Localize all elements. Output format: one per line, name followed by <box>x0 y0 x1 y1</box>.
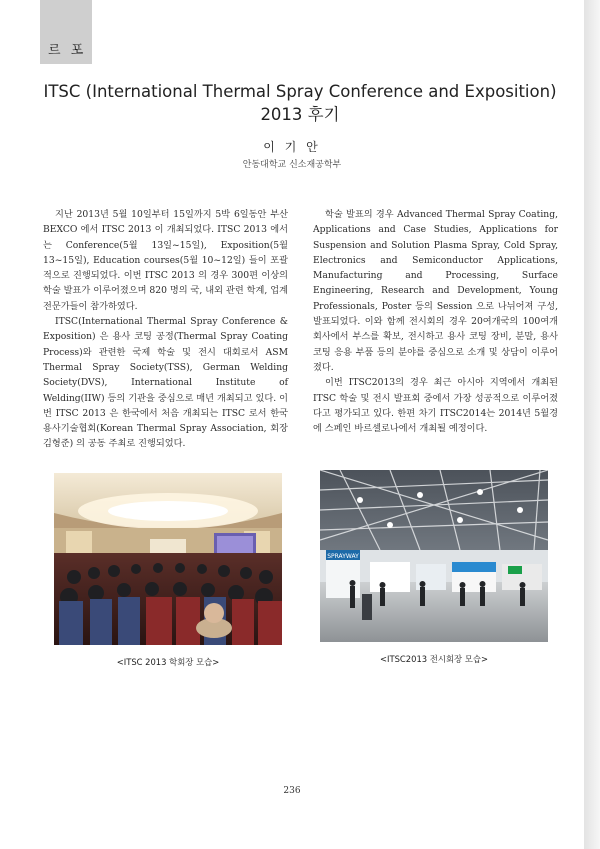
paragraph: 지난 2013년 5월 10일부터 15일까지 5박 6일동안 부산 BEXCO 에서 ITSC 2013 이 개최되었다. ITSC 2013 에서는 Conference(5월 13일~15일), Exposition(5월 13~15일), Education courses(5월 10~12일) 들이 포괄적으로 진행되었다. 이번 ITSC 2013 의 경우 300편 이상의 학술 발표가 이루어졌으며 820 명의 국, 내외 관련 학계, 업계 전문가들이 참가하였다. <box>43 209 288 312</box>
paragraph: ITSC(International Thermal Spray Conference & Exposition) 은 용사 코팅 공정(Thermal Spray Coating Process)와 관련한 국제 학술 및 전시 대회로서 ASM Thermal Spray Society(TSS), German Welding Society(DVS), International Institute of Welding(IIW) 등의 기관을 중심으로 매년 개최되고 있다. 이번 ITSC 2013 은 한국에서 처음 개최되는 ITSC 로서 한국용사기술협회(Korean Thermal Spray Association, 회장 김형준) 의 공동 주최로 진행되었다. <box>43 316 288 450</box>
title-line-2: 2013 후기 <box>260 105 340 124</box>
caption-left: <ITSC 2013 학회장 모습> <box>116 657 220 667</box>
caption-right: <ITSC2013 전시회장 모습> <box>380 654 488 664</box>
body-column-right <box>313 207 558 436</box>
title-line-1: ITSC (International Thermal Spray Conference and Exposition) <box>43 82 557 101</box>
author-name: 이 기 안 <box>263 140 321 154</box>
section-tab-label: 르 포 <box>48 43 87 58</box>
exhibition-hall-photo <box>320 470 548 642</box>
section-tab <box>40 0 92 64</box>
article-title <box>40 80 560 126</box>
conference-hall-photo <box>54 473 282 645</box>
author-affiliation: 안동대학교 신소재공학부 <box>242 160 342 170</box>
body-column-left <box>43 207 288 452</box>
booth-sign: SPRAYWAY <box>327 553 359 560</box>
page-number: 236 <box>283 786 301 796</box>
paragraph: 학술 발표의 경우 Advanced Thermal Spray Coating, Applications and Case Studies, Applications for Suspension and Solution Plasma Spray, Cold Spray, Electronics and Semiconductor Applications, Manufacturing and Processing, Surface Engineering, Research and Development, Young Professionals, Poster 등의 Session 으로 나뉘어져 구성, 발표되었다. 이와 함께 전시회의 경우 20여개국의 100여개 회사에서 부스를 확보, 전시하고 용사 코팅 장비, 분말, 용사 코팅 응용 부품 등의 분야를 중심으로 소개 및 상담이 이루어졌다. <box>313 209 558 373</box>
paragraph: 이번 ITSC2013의 경우 최근 아시아 지역에서 개최된 ITSC 학술 및 전시 발표회 중에서 가장 성공적으로 이루어졌다고 평가되고 있다. 한편 차기 ITSC2014는 2014년 5월경에 스페인 바르셀로나에서 개최될 예정이다. <box>313 377 558 435</box>
page-shadow <box>584 0 600 849</box>
